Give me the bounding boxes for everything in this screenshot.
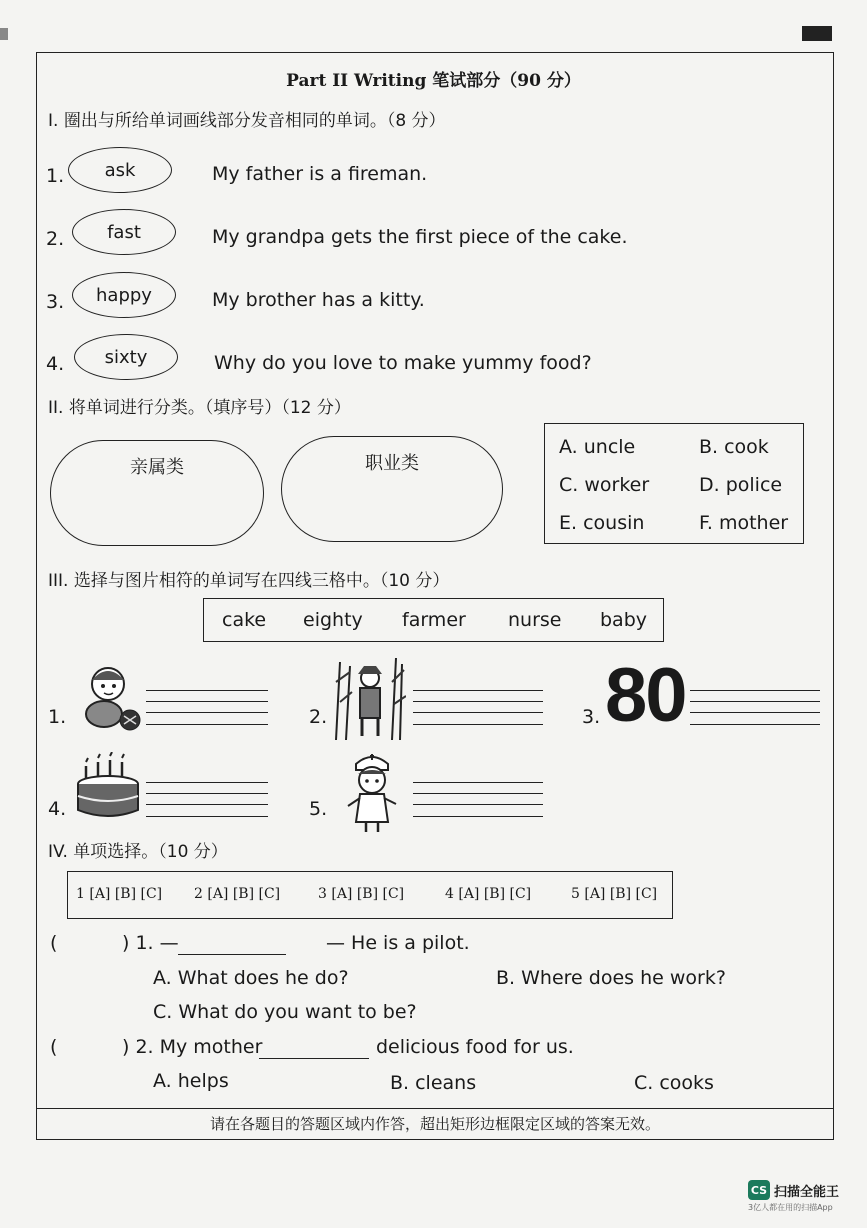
scanner-logo-name: 扫描全能王	[774, 1184, 840, 1200]
footer-notice: 请在各题目的答题区域内作答，超出矩形边框限定区域的答案无效。	[36, 1108, 834, 1140]
option-b: B. cook	[699, 436, 769, 458]
baby-picture	[72, 660, 146, 734]
word-options-box	[544, 423, 804, 544]
pic3-num: 3.	[582, 706, 601, 728]
section3-heading: III. 选择与图片相符的单词写在四线三格中。（10 分）	[48, 571, 450, 591]
q3-sentence[interactable]: My brother has a kitty.	[212, 289, 425, 311]
section2-heading: II. 将单词进行分类。（填序号）（12 分）	[48, 398, 351, 418]
q2-num: 2.	[46, 228, 65, 250]
registration-mark-right	[802, 26, 832, 41]
q2-option-a[interactable]: A. helps	[153, 1070, 229, 1092]
word-cake: cake	[222, 609, 267, 631]
answer-cell-4[interactable]: 4 [A] [B] [C]	[445, 886, 532, 902]
word-eighty: eighty	[303, 609, 363, 631]
registration-mark-left	[0, 28, 8, 40]
jobs-label: 职业类	[365, 453, 419, 474]
q1-reply: — He is a pilot.	[326, 932, 470, 954]
q1-blank[interactable]	[178, 936, 286, 959]
jobs-answer-area[interactable]	[281, 436, 503, 542]
pic4-num: 4.	[48, 798, 67, 820]
write-line-2[interactable]	[413, 690, 543, 730]
pic5-num: 5.	[309, 798, 328, 820]
option-d: D. police	[699, 474, 783, 496]
q2-word-oval	[72, 209, 176, 255]
word-nurse: nurse	[508, 609, 562, 631]
answer-cell-5[interactable]: 5 [A] [B] [C]	[571, 886, 658, 902]
nurse-picture	[340, 750, 406, 834]
q3-word-oval	[72, 272, 176, 318]
q2-stem: ) 2. My mother	[122, 1036, 263, 1058]
q1-open-paren: (	[50, 932, 58, 954]
word-bank	[203, 598, 664, 642]
word-baby: baby	[600, 609, 648, 631]
write-line-3[interactable]	[690, 690, 820, 730]
pic1-num: 1.	[48, 706, 67, 728]
q1-option-b[interactable]: B. Where does he work?	[496, 967, 726, 989]
write-line-5[interactable]	[413, 782, 543, 822]
q4-word: sixty	[104, 346, 148, 368]
q2-word: fast	[107, 221, 141, 243]
q1-word: ask	[104, 159, 136, 181]
relatives-answer-area[interactable]	[50, 440, 264, 546]
answer-cell-2[interactable]: 2 [A] [B] [C]	[194, 886, 281, 902]
eighty-picture: 80	[605, 653, 686, 738]
q2-sentence[interactable]: My grandpa gets the first piece of the cake.	[212, 226, 628, 248]
section4-heading: IV. 单项选择。（10 分）	[48, 842, 228, 862]
answer-cell-1[interactable]: 1 [A] [B] [C]	[76, 886, 163, 902]
q1-num: 1.	[46, 165, 65, 187]
answer-sheet-box	[67, 871, 673, 919]
q1-word-oval	[68, 147, 172, 193]
q2-option-c[interactable]: C. cooks	[634, 1072, 714, 1094]
q1-option-a[interactable]: A. What does he do?	[153, 967, 349, 989]
q1-option-c[interactable]: C. What do you want to be?	[153, 1001, 417, 1023]
section1-heading: I. 圈出与所给单词画线部分发音相同的单词。（8 分）	[48, 111, 446, 131]
q3-num: 3.	[46, 291, 65, 313]
q2-option-b[interactable]: B. cleans	[390, 1072, 477, 1094]
answer-cell-3[interactable]: 3 [A] [B] [C]	[318, 886, 405, 902]
farmer-picture	[332, 652, 406, 742]
option-e: E. cousin	[559, 512, 645, 534]
cake-picture	[72, 752, 144, 822]
write-line-1[interactable]	[146, 690, 268, 730]
option-a: A. uncle	[559, 436, 636, 458]
q2-open-paren: (	[50, 1036, 58, 1058]
q1-sentence[interactable]: My father is a fireman.	[212, 163, 428, 185]
scanner-logo-tagline: 3亿人都在用的扫描App	[748, 1203, 833, 1212]
word-farmer: farmer	[402, 609, 466, 631]
q3-word: happy	[96, 284, 152, 306]
write-line-4[interactable]	[146, 782, 268, 822]
pic2-num: 2.	[309, 706, 328, 728]
relatives-label: 亲属类	[130, 457, 184, 478]
q2-blank[interactable]	[259, 1040, 369, 1063]
option-f: F. mother	[699, 512, 789, 534]
q2-tail: delicious food for us.	[376, 1036, 574, 1058]
q4-word-oval	[74, 334, 178, 380]
q1-stem: ) 1. —	[122, 932, 179, 954]
scanner-logo-badge: CS	[748, 1180, 770, 1200]
page-title: Part II Writing 笔试部分（90 分）	[286, 71, 581, 91]
q4-sentence[interactable]: Why do you love to make yummy food?	[214, 352, 592, 374]
scanner-watermark	[748, 1180, 839, 1213]
option-c: C. worker	[559, 474, 650, 496]
q4-num: 4.	[46, 353, 65, 375]
